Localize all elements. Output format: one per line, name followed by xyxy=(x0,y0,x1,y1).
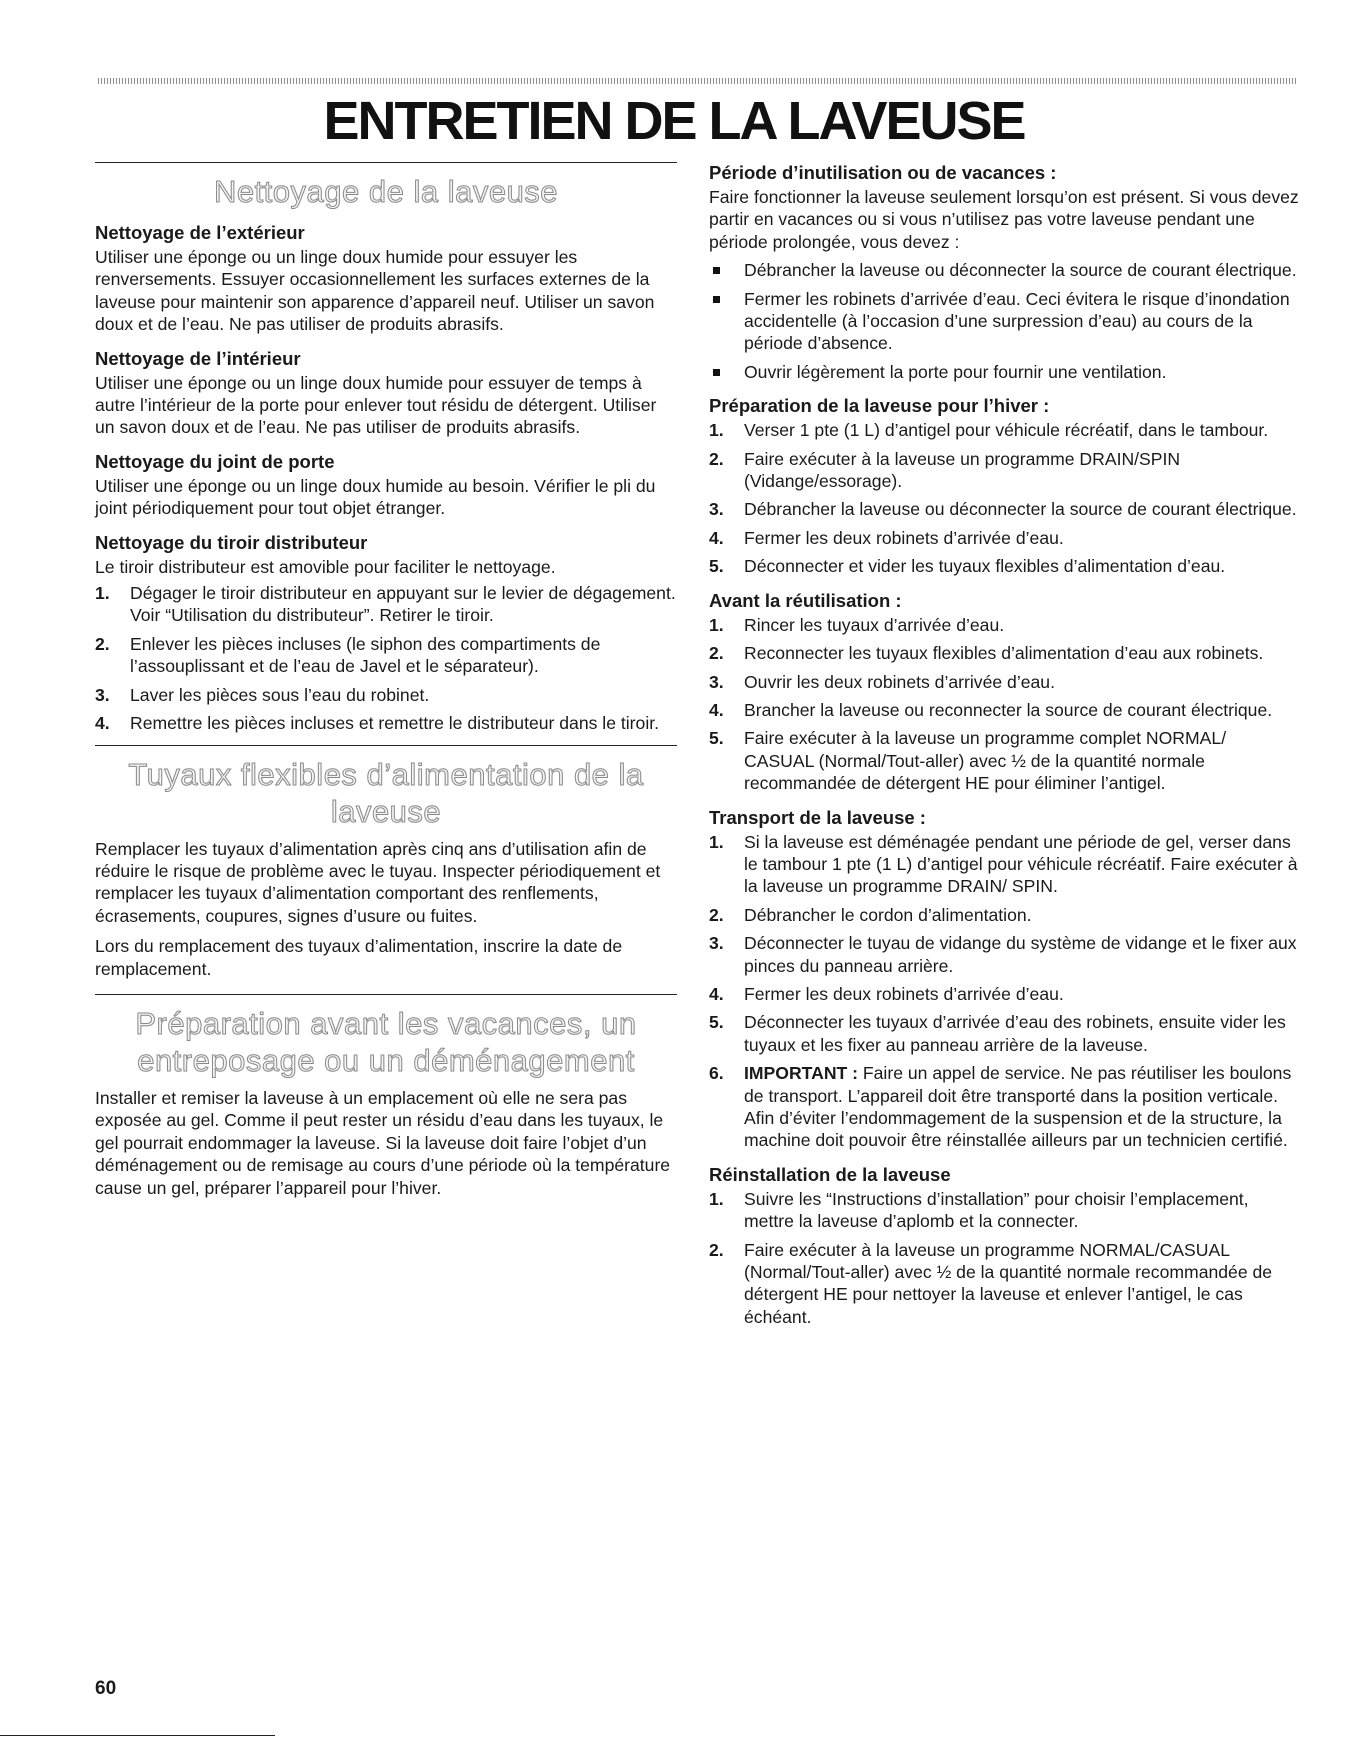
list-item: 1. Si la laveuse est déménagée pendant une période de gel, verser dans le tambour 1 pte (1 L) d’antigel pour véhicule récréatif. Faire exécuter à la laveuse un programme DRAIN/ SPIN. xyxy=(709,831,1298,897)
section-divider xyxy=(95,162,677,163)
vacation-bullets xyxy=(709,259,1299,383)
subheading-dispenser: Nettoyage du tiroir distributeur xyxy=(95,531,368,553)
list-item: 1. Suivre les “Instructions d’installation” pour choisir l’emplacement, mettre la laveuse d’aplomb et la connecter. xyxy=(709,1188,1249,1232)
bullet-icon xyxy=(713,369,720,376)
subheading-reinstall: Réinstallation de la laveuse xyxy=(709,1163,951,1185)
section-heading-cleaning: Nettoyage de la laveuse xyxy=(213,174,559,209)
section-divider xyxy=(95,745,677,746)
list-item: 5. Déconnecter les tuyaux d’arrivée d’eau des robinets, ensuite vider les tuyaux et les fixer au panneau arrière de la laveuse. xyxy=(709,1012,1286,1055)
list-item: Ouvrir légèrement la porte pour fournir une ventilation. xyxy=(709,361,1299,383)
subheading-winterize: Préparation de la laveuse pour l’hiver : xyxy=(709,395,1050,417)
list-item: 1. Dégager le tiroir distributeur en appuyant sur le levier de dégagement. Voir “Utilisation du distributeur”. Retirer le tiroir. xyxy=(95,583,676,626)
winterize-steps xyxy=(709,419,1299,577)
list-item: 4. Fermer les deux robinets d’arrivée d’eau. xyxy=(709,983,1064,1004)
top-dotted-rule xyxy=(98,78,1298,84)
bullet-icon xyxy=(713,296,720,303)
list-item: 1. Verser 1 pte (1 L) d’antigel pour véhicule récréatif, dans le tambour. xyxy=(709,420,1269,441)
section-heading-storage: Préparation avant les vacances, un entreposage ou un déménagement xyxy=(135,1005,637,1078)
bullet-icon xyxy=(713,267,720,274)
paragraph-dispenser: Le tiroir distributeur est amovible pour faciliter le nettoyage. xyxy=(95,556,556,577)
list-item: 3. Débrancher la laveuse ou déconnecter la source de courant électrique. xyxy=(709,499,1297,520)
subheading-vacation: Période d’inutilisation ou de vacances : xyxy=(709,162,1057,183)
list-item: 3. Laver les pièces sous l’eau du robinet. xyxy=(95,684,430,705)
section-heading-hoses: Tuyaux flexibles d’alimentation de la laveuse xyxy=(128,756,644,829)
list-item: 5. Déconnecter et vider les tuyaux flexibles d’alimentation d’eau. xyxy=(709,556,1226,577)
list-item: Fermer les robinets d’arrivée d’eau. Ceci évitera le risque d’inondation accidentelle (à l’occasion d’une surpression d’eau) au cours de la période d’absence. xyxy=(709,288,1299,355)
list-item: 6. IMPORTANT : Faire un appel de service. Ne pas réutiliser les boulons de transport. L’appareil doit être transporté dans la position verticale. Afin d’éviter l’endommagement de la suspension et de la structure, la machine doit pouvoir être réinstallée ailleurs par un technicien certifié. xyxy=(709,1063,1292,1151)
paragraph-door-seal: Utiliser une éponge ou un linge doux humide au besoin. Vérifier le pli du joint périodiquement pour tout objet étranger. xyxy=(95,475,656,519)
subheading-transport: Transport de la laveuse : xyxy=(709,806,926,828)
bottom-rule xyxy=(0,1735,275,1736)
list-item: 2. Reconnecter les tuyaux flexibles d’alimentation d’eau aux robinets. xyxy=(709,643,1264,664)
subheading-door-seal: Nettoyage du joint de porte xyxy=(95,450,335,472)
page-number: 60 xyxy=(95,1678,117,1699)
list-item: 5. Faire exécuter à la laveuse un programme complet NORMAL/ CASUAL (Normal/Tout-aller) avec ½ de la quantité normale recommandée de détergent HE pour éliminer l’antigel. xyxy=(709,728,1227,794)
paragraph-exterior: Utiliser une éponge ou un linge doux humide pour essuyer les renversements. Essuyer occasionnellement les surfaces externes de la laveuse pour maintenir son apparence d’appareil neuf. Utiliser un savon doux et de l’eau. Ne pas utiliser de produits abrasifs. xyxy=(95,247,655,335)
paragraph-hoses-1: Remplacer les tuyaux d’alimentation après cinq ans d’utilisation afin de réduire le risque de problème avec le tuyau. Inspecter périodiquement et remplacer les tuyaux d’alimentation comportant des renflements, écrasements, coupures, signes d’usure ou fuites. xyxy=(95,838,661,926)
list-item: Débrancher la laveuse ou déconnecter la source de courant électrique. xyxy=(709,259,1299,281)
list-item: 1. Rincer les tuyaux d’arrivée d’eau. xyxy=(709,614,1005,635)
paragraph-vacation: Faire fonctionner la laveuse seulement lorsqu’on est présent. Si vous devez partir en vacances ou si vous n’utilisez pas votre laveuse pendant une période prolongée, vous devez : xyxy=(709,187,1299,252)
section-divider xyxy=(95,994,677,995)
subheading-exterior: Nettoyage de l’extérieur xyxy=(95,222,305,243)
list-item: 2. Faire exécuter à la laveuse un programme DRAIN/SPIN (Vidange/essorage). xyxy=(709,448,1181,492)
list-item: 3. Ouvrir les deux robinets d’arrivée d’eau. xyxy=(709,671,1055,692)
transport-steps xyxy=(709,831,1299,1152)
list-item: 4. Brancher la laveuse ou reconnecter la source de courant électrique. xyxy=(709,699,1273,720)
paragraph-storage: Installer et remiser la laveuse à un emplacement où elle ne sera pas exposée au gel. Comme il peut rester un résidu d’eau dans les tuyaux, le gel pourrait endommager la laveuse. Si la laveuse doit faire l’objet d’un déménagement ou de remisage au cours d’une période où la température cause un gel, préparer l’appareil pour l’hiver. xyxy=(95,1087,671,1198)
reuse-steps xyxy=(709,614,1299,795)
paragraph-hoses-2: Lors du remplacement des tuyaux d’alimentation, inscrire la date de remplacement. xyxy=(95,936,623,979)
list-item: 2. Débrancher le cordon d’alimentation. xyxy=(709,904,1032,925)
list-item: 2. Faire exécuter à la laveuse un programme NORMAL/CASUAL (Normal/Tout-aller) avec ½ de la quantité normale recommandée de détergent HE pour nettoyer la laveuse et enlever l’antigel, le cas échéant. xyxy=(709,1239,1273,1327)
right-column xyxy=(709,162,1299,1334)
paragraph-interior: Utiliser une éponge ou un linge doux humide pour essuyer de temps à autre l’intérieur de la porte pour enlever tout résidu de détergent. Utiliser un savon doux et de l’eau. Ne pas utiliser de produits abrasifs. xyxy=(95,372,657,438)
important-label: IMPORTANT : xyxy=(744,1063,859,1084)
list-item: 2. Enlever les pièces incluses (le siphon des compartiments de l’assouplissant et de l’eau de Javel et le séparateur). xyxy=(95,633,601,677)
page-title: ENTRETIEN DE LA LAVEUSE xyxy=(323,91,1025,151)
list-item: 3. Déconnecter le tuyau de vidange du système de vidange et le fixer aux pinces du panneau arrière. xyxy=(709,933,1297,976)
subheading-interior: Nettoyage de l’intérieur xyxy=(95,347,301,369)
dispenser-steps xyxy=(95,582,677,734)
reinstall-steps xyxy=(709,1188,1299,1328)
subheading-reuse: Avant la réutilisation : xyxy=(709,589,902,611)
left-column xyxy=(95,162,677,1207)
list-item: 4. Fermer les deux robinets d’arrivée d’eau. xyxy=(709,527,1064,548)
list-item: 4. Remettre les pièces incluses et remettre le distributeur dans le tiroir. xyxy=(95,713,660,734)
